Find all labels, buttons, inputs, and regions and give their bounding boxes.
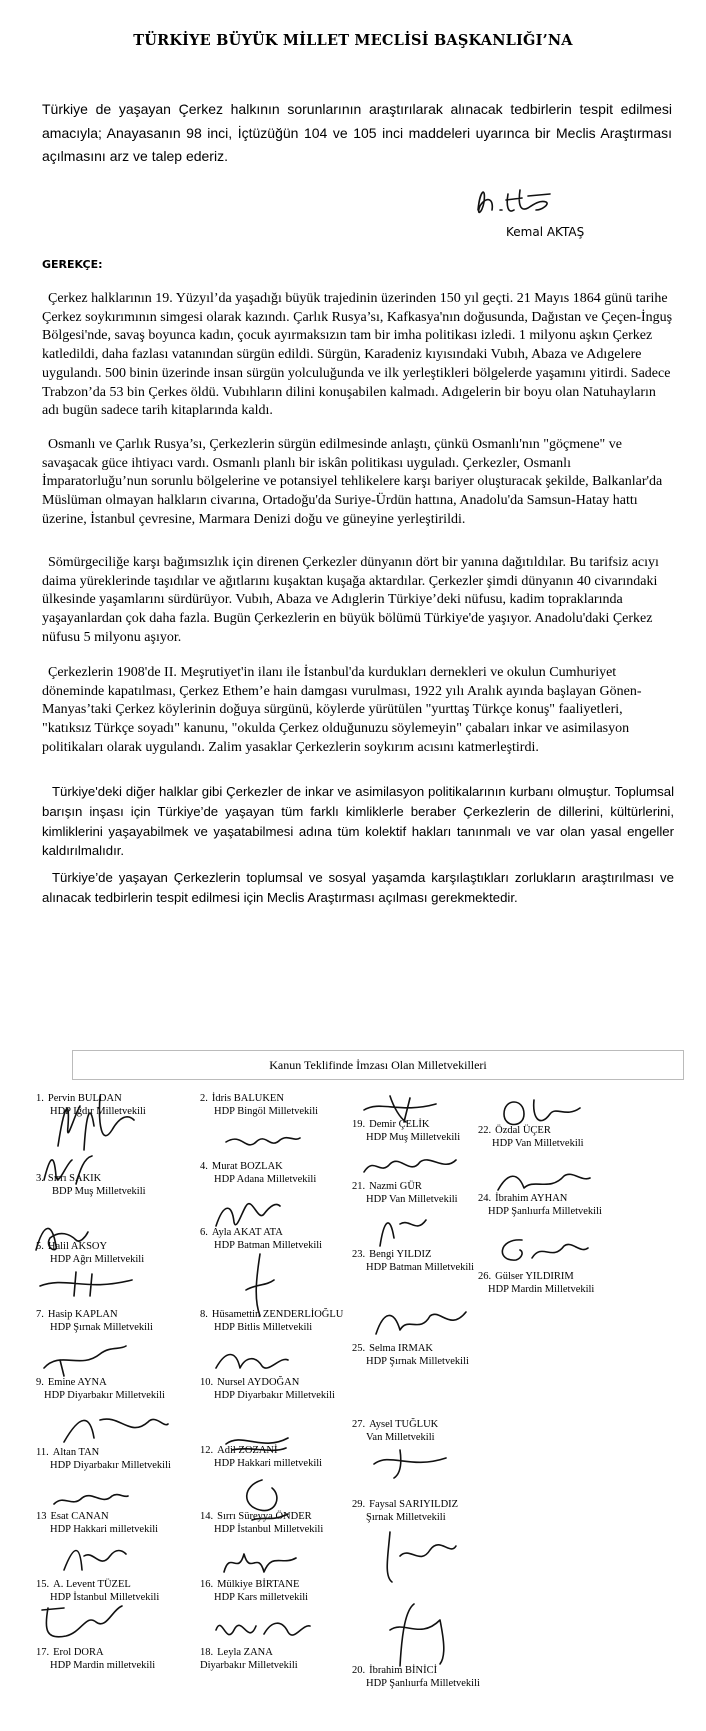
signature-12: [222, 1428, 292, 1458]
signatory-22: 22. Özdal ÜÇER HDP Van Milletvekili: [478, 1125, 584, 1149]
signatory-12: 12. Adil ZOZANİ HDP Hakkari milletvekili: [200, 1445, 323, 1469]
signatory-3: 3. Sırrı SAKIK BDP Muş Milletvekili: [36, 1173, 146, 1197]
signature-14: [232, 1476, 292, 1526]
signature-5: [30, 1218, 90, 1258]
signature-29: [370, 1526, 460, 1586]
signatory-15: 15. A. Levent TÜZEL HDP İstanbul Milletvekili: [36, 1579, 160, 1603]
signature-1: [50, 1086, 140, 1156]
signature-25: [370, 1304, 470, 1344]
signature-19: [360, 1094, 440, 1124]
signatories-header: Kanun Teklifinde İmzası Olan Milletvekilleri: [72, 1050, 684, 1080]
signatory-26: 26. Gülser YILDIRIM HDP Mardin Milletvekili: [478, 1271, 595, 1295]
signatory-24: 24. İbrahim AYHAN HDP Şanlıurfa Milletvekili: [478, 1193, 602, 1217]
paragraph-2: Osmanlı ve Çarlık Rusya’sı, Çerkezlerin sürgün edilmesinde anlaştı, çünkü Osmanlı'nın "göçmene" ve savaşacak güce ihtiyacı vardı. Osmanlı planlı bir iskân politikası uyguladı. Çerkezler, Osmanlı İmparatorluğu’nun sorunlu bölgelerine ve potansiyel tehlikelere karşı bariyer oluşturacak şekilde, Balkanlar'da Müslüman olmayan halkların civarına, Ortadoğu'da Suriye-Ürdün hattına, Anadolu'da Samsun-Hatay hattı üzerine, İstanbul çevresine, Marmara Denizi doğu ve güneyine yerleştirildi.: [42, 437, 663, 527]
paragraph-4: Çerkezlerin 1908'de II. Meşrutiyet'in ilanı ile İstanbul'da kurdukları dernekleri ve okulun Cumhuriyet döneminde kapatılması, Çerkez Ethem’e hain damgası vurulması, 1922 yılı Aralık ayında başlayan Gönen-Manyas’taki Çerkez köylerinin doğuya sürgünü, köylerde yürütülen "yurttaş Türkçe konuş" faaliyetleri, "katıksız Türkçe soyadı" kanunu, "okulda Çerkez olduğunuzu söylemeyin" çabaları inkar ve asimilasyon politikaları olarak uygulandı. Zalim yasaklar Çerkezlerin soykırım acısını katmerleştirdi.: [42, 665, 642, 755]
signatory-11: 11. Altan TAN HDP Diyarbakır Milletvekili: [36, 1447, 171, 1471]
signature-24: [494, 1168, 594, 1198]
signature-13: [50, 1488, 130, 1512]
paragraph-6: Türkiye’de yaşayan Çerkezlerin toplumsal ve sosyal yaşamda karşılaştıkları zorlukların araştırılması ve alınacak tedbirlerin tespit edilmesi için Meclis Araştırması açılması gerekmektedir.: [42, 870, 674, 905]
signature-21: [360, 1152, 460, 1182]
signatory-5: 5. Halil AKSOY HDP Ağrı Milletvekili: [36, 1241, 145, 1265]
page-title: TÜRKİYE BÜYÜK MİLLET MECLİSİ BAŞKANLIĞI’NA: [133, 32, 573, 49]
signature-7: [36, 1268, 136, 1298]
paragraph-3: Sömürgeciliğe karşı bağımsızlık için direnen Çerkezler dünyanın dört bir yanına dağıtıldılar. Bu tarifsiz acıyı daima yüreklerinde taşıdılar ve ağıtlarını kuşaktan kuşağa aktardılar. Çerkezler şimdi dünyanın 40 civarındaki ülkesinde yaşamlarını sürdürüyor. Vubıh, Abaza ve Adıglerin Türkiye’deki nüfusu, kadim topraklarında yaşayanlardan çok daha fazla. Bugün Çerkezlerin en büyük bölümü Türkiye'de yaşıyor. Anadolu'daki Çerkez nüfusu 5 milyonu aşıyor.: [42, 555, 659, 645]
signature-23: [370, 1210, 430, 1250]
signature-11: [60, 1408, 170, 1448]
signatory-21: 21. Nazmi GÜR HDP Van Milletvekili: [352, 1181, 458, 1205]
signature-8: [240, 1250, 280, 1320]
signature-20: [380, 1600, 450, 1670]
signatory-9: 9. Emine AYNA HDP Diyarbakır Milletvekili: [36, 1377, 165, 1401]
signatory-14: 14. Sırrı Süreyya ÖNDER HDP İstanbul Milletvekili: [200, 1511, 324, 1535]
signatory-10: 10. Nursel AYDOĞAN HDP Diyarbakır Milletvekili: [200, 1377, 335, 1401]
signatory-1: 1. Pervin BULDAN HDP Iğdır Milletvekili: [36, 1093, 146, 1117]
paragraph-5: Türkiye'deki diğer halklar gibi Çerkezler de inkar ve asimilasyon politikalarının kurbanı olmuştur. Toplumsal barışın inşası için Türkiye’de yaşayan tüm farklı kimliklerle beraber Çerkezlerin de dillerini, kültürlerini, kimliklerini yaşayabilmek ve yaşatabilmesi adına tüm kolektif hakları tanınmalı ve var olan yasal engeller kaldırılmalıdır.: [42, 784, 674, 859]
signatory-18: 18. Leyla ZANA Diyarbakır Milletvekili: [200, 1647, 298, 1671]
signature-22: [494, 1094, 584, 1134]
signatory-17: 17. Erol DORA HDP Mardin milletvekili: [36, 1647, 156, 1671]
signatory-20: 20. İbrahim BİNİCİ HDP Şanlıurfa Milletvekili: [352, 1665, 480, 1689]
signature-27: [370, 1446, 450, 1480]
signatory-27: 27. Aysel TUĞLUK Van Milletvekili: [352, 1419, 439, 1443]
signer-name: Kemal AKTAŞ: [506, 225, 585, 239]
signatory-25: 25. Selma IRMAK HDP Şırnak Milletvekili: [352, 1343, 469, 1367]
signature-10: [212, 1346, 292, 1376]
signatory-19: 19. Demir ÇELİK HDP Muş Milletvekili: [352, 1119, 461, 1143]
kemal-aktas-signature: [470, 180, 580, 226]
signatory-16: 16. Mülkiye BİRTANE HDP Kars milletvekili: [200, 1579, 309, 1603]
signatory-2: 2. İdris BALUKEN HDP Bingöl Milletvekili: [200, 1093, 319, 1117]
signatory-13: 13 Esat CANAN HDP Hakkari milletvekili: [36, 1511, 159, 1535]
intro-paragraph: Türkiye de yaşayan Çerkez halkının sorunlarının araştırılarak alınacak tedbirlerin tespit edilmesi amacıyla; Anayasanın 98 inci, İçtüzüğün 104 ve 105 inci maddeleri uyarınca bir Meclis Araştırması açılmasını arz ve talep ederiz.: [42, 101, 672, 164]
signatory-29: 29. Faysal SARIYILDIZ Şırnak Milletvekili: [352, 1499, 459, 1523]
signature-26: [492, 1234, 592, 1268]
signature-4: [212, 1192, 282, 1236]
signatory-6: 6. Ayla AKAT ATA HDP Batman Milletvekili: [200, 1227, 323, 1251]
signature-2: [222, 1128, 302, 1158]
paragraph-1: Çerkez halklarının 19. Yüzyıl’da yaşadığı büyük trajedinin üzerinden 150 yıl geçti. 21 Mayıs 1864 günü tarihe Çerkez soykırımının simgesi olarak kazındı. Çarlık Rusya’sı, Kafkasya'nın doğusunda, Dağıstan ve Çeçen-İnguş Bölgesi'nde, savaş boyunca kadın, çocuk ayırmaksızın tam bir imha politikası izledi. 1 milyonu aşkın Çerkez katledildi, daha fazlası vatanından sürgün edildi. Sürgün, Karadeniz kıyısındaki Vubıh, Abaza ve Adıgelere uygulandı. 500 binin üzerinde insan sürgün yolculuğunda ve ilk yerleştikleri bölgelerde yaşamını yitirdi. Sadece Trabzon’da 53 bin Çerkes öldü. Vubıhların dilini konuşabilen kalmadı. Adıgelerin bir boyu olan Natuhayların adı bugün sadece tarih kitaplarında kaldı.: [42, 291, 673, 419]
signatory-7: 7. Hasip KAPLAN HDP Şırnak Milletvekili: [36, 1309, 153, 1333]
signatory-8: 8. Hüsamettin ZENDERLİOĞLU HDP Bitlis Milletvekili: [200, 1309, 344, 1333]
signatory-4: 4. Murat BOZLAK HDP Adana Milletvekili: [200, 1161, 317, 1185]
signature-15: [60, 1540, 130, 1580]
signature-18: [212, 1610, 312, 1650]
signature-3: [40, 1150, 100, 1190]
signature-16: [220, 1546, 300, 1580]
signatory-23: 23. Bengi YILDIZ HDP Batman Milletvekili: [352, 1249, 475, 1273]
gerekce-heading: GEREKÇE:: [42, 258, 103, 271]
signature-17: [36, 1600, 126, 1646]
signature-9: [40, 1340, 130, 1380]
